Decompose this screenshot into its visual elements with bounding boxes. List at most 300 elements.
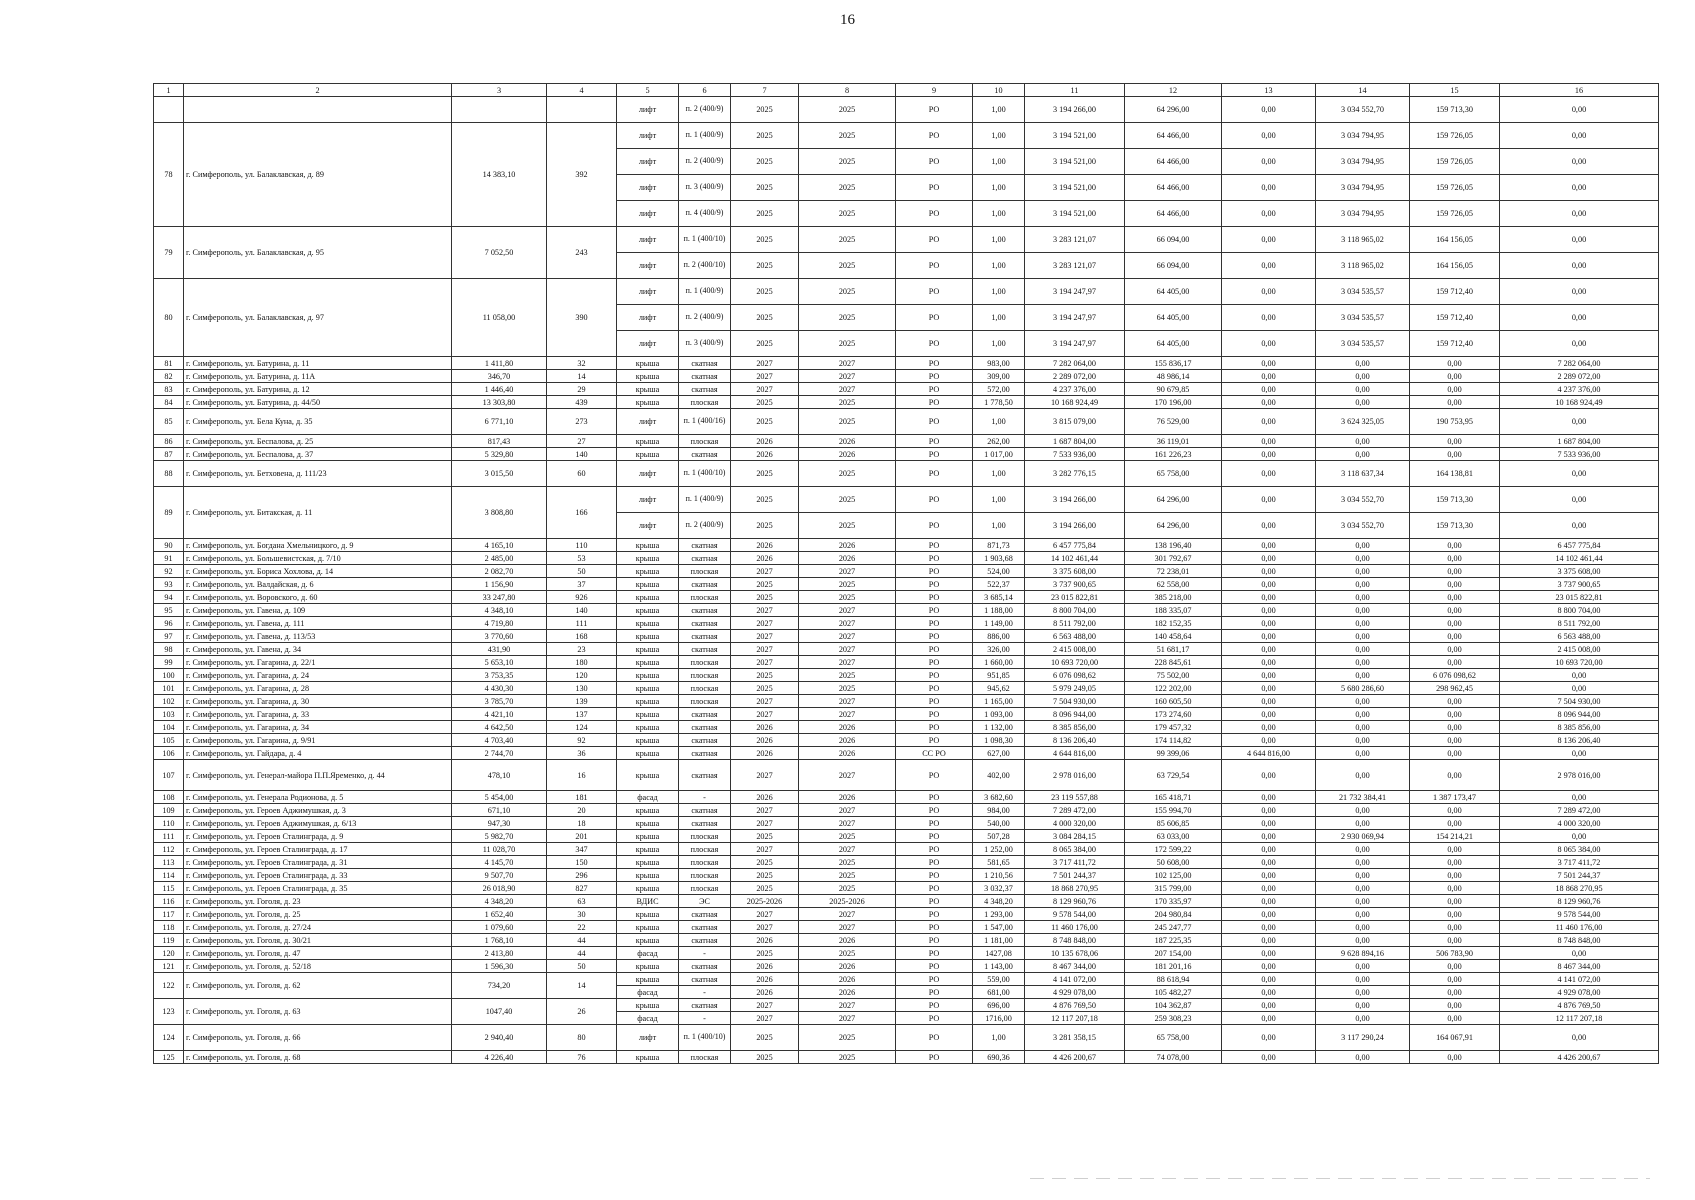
volume-cell: 1 293,00 <box>973 908 1025 921</box>
area-cell: 2 940,40 <box>452 1025 547 1051</box>
area-cell: 1 446,40 <box>452 383 547 396</box>
plan-end-cell: 2027 <box>799 999 896 1012</box>
total-cost-cell: 23 119 557,88 <box>1025 791 1125 804</box>
fund-b-cell: 3 034 794,95 <box>1316 175 1410 201</box>
method-cell: РО <box>896 1025 973 1051</box>
area-cell: 7 052,50 <box>452 227 547 279</box>
residents-cell: 120 <box>547 669 617 682</box>
plan-start-cell: 2025 <box>731 869 799 882</box>
table-row <box>154 721 1659 734</box>
address-cell: г. Симферополь, ул. Гоголя, д. 68 <box>184 1051 452 1064</box>
plan-end-cell: 2027 <box>799 565 896 578</box>
work-detail-cell: п. 2 (400/9) <box>679 305 731 331</box>
work-detail-cell: п. 1 (400/10) <box>679 461 731 487</box>
cost-per-unit-cell: 65 758,00 <box>1125 461 1222 487</box>
plan-end-cell: 2025 <box>799 149 896 175</box>
fund-c-cell: 0,00 <box>1410 643 1500 656</box>
work-detail-cell: п. 1 (400/10) <box>679 227 731 253</box>
fund-a-cell: 0,00 <box>1222 630 1316 643</box>
work-type-cell: крыша <box>617 760 679 791</box>
fund-a-cell: 0,00 <box>1222 409 1316 435</box>
fund-b-cell: 3 117 290,24 <box>1316 1025 1410 1051</box>
plan-start-cell: 2025 <box>731 279 799 305</box>
fund-a-cell: 0,00 <box>1222 643 1316 656</box>
fund-c-cell: 164 067,91 <box>1410 1025 1500 1051</box>
residents-cell: 18 <box>547 817 617 830</box>
work-detail-cell: скатная <box>679 999 731 1012</box>
plan-end-cell: 2025 <box>799 669 896 682</box>
method-cell: РО <box>896 565 973 578</box>
fund-d-cell: 3 737 900,65 <box>1500 578 1659 591</box>
residents-cell: 392 <box>547 123 617 227</box>
fund-d-cell: 8 096 944,00 <box>1500 708 1659 721</box>
residents-cell: 26 <box>547 999 617 1025</box>
work-detail-cell: п. 2 (400/9) <box>679 97 731 123</box>
cost-per-unit-cell: 76 529,00 <box>1125 409 1222 435</box>
total-cost-cell: 2 289 072,00 <box>1025 370 1125 383</box>
plan-end-cell: 2027 <box>799 921 896 934</box>
row-number-cell: 109 <box>154 804 184 817</box>
fund-b-cell: 0,00 <box>1316 960 1410 973</box>
cost-per-unit-cell: 63 729,54 <box>1125 760 1222 791</box>
address-cell: г. Симферополь, ул. Гоголя, д. 23 <box>184 895 452 908</box>
total-cost-cell: 8 129 960,76 <box>1025 895 1125 908</box>
area-cell: 4 430,30 <box>452 682 547 695</box>
total-cost-cell: 4 644 816,00 <box>1025 747 1125 760</box>
plan-end-cell: 2025 <box>799 331 896 357</box>
row-number-cell: 121 <box>154 960 184 973</box>
plan-end-cell: 2026 <box>799 934 896 947</box>
volume-cell: 1,00 <box>973 409 1025 435</box>
area-cell: 14 383,10 <box>452 123 547 227</box>
fund-a-cell: 0,00 <box>1222 869 1316 882</box>
residents-cell: 273 <box>547 409 617 435</box>
table-row <box>154 882 1659 895</box>
residents-cell: 50 <box>547 960 617 973</box>
work-detail-cell: скатная <box>679 578 731 591</box>
row-number-cell: 97 <box>154 630 184 643</box>
table-row <box>154 999 1659 1012</box>
table-row <box>154 804 1659 817</box>
fund-c-cell: 0,00 <box>1410 721 1500 734</box>
table-row <box>154 947 1659 960</box>
table-row <box>154 869 1659 882</box>
address-cell: г. Симферополь, ул. Битакская, д. 11 <box>184 487 452 539</box>
plan-start-cell: 2027 <box>731 817 799 830</box>
address-cell: г. Симферополь, ул. Батурина, д. 11А <box>184 370 452 383</box>
fund-c-cell: 6 076 098,62 <box>1410 669 1500 682</box>
work-type-cell: крыша <box>617 617 679 630</box>
fund-c-cell: 0,00 <box>1410 960 1500 973</box>
fund-d-cell: 2 415 008,00 <box>1500 643 1659 656</box>
cost-per-unit-cell: 99 399,06 <box>1125 747 1222 760</box>
work-type-cell: крыша <box>617 721 679 734</box>
fund-d-cell: 0,00 <box>1500 97 1659 123</box>
plan-end-cell: 2025 <box>799 856 896 869</box>
fund-d-cell: 0,00 <box>1500 830 1659 843</box>
work-type-cell: лифт <box>617 97 679 123</box>
cost-per-unit-cell: 66 094,00 <box>1125 253 1222 279</box>
work-type-cell: крыша <box>617 695 679 708</box>
total-cost-cell: 3 194 247,97 <box>1025 331 1125 357</box>
work-type-cell: крыша <box>617 747 679 760</box>
row-number-cell: 111 <box>154 830 184 843</box>
fund-a-cell: 0,00 <box>1222 960 1316 973</box>
work-detail-cell: плоская <box>679 565 731 578</box>
work-detail-cell: скатная <box>679 804 731 817</box>
plan-end-cell: 2025 <box>799 253 896 279</box>
plan-end-cell: 2026 <box>799 552 896 565</box>
residents-cell: 827 <box>547 882 617 895</box>
row-number-cell: 94 <box>154 591 184 604</box>
work-type-cell: крыша <box>617 1051 679 1064</box>
row-number-cell: 120 <box>154 947 184 960</box>
total-cost-cell: 8 065 384,00 <box>1025 843 1125 856</box>
method-cell: РО <box>896 760 973 791</box>
work-type-cell: крыша <box>617 565 679 578</box>
cost-per-unit-cell: 88 618,94 <box>1125 973 1222 986</box>
area-cell: 3 808,80 <box>452 487 547 539</box>
row-number-cell: 110 <box>154 817 184 830</box>
residents-cell: 439 <box>547 396 617 409</box>
fund-b-cell: 0,00 <box>1316 843 1410 856</box>
fund-c-cell: 0,00 <box>1410 448 1500 461</box>
row-number-cell: 123 <box>154 999 184 1025</box>
fund-a-cell: 0,00 <box>1222 921 1316 934</box>
method-cell: РО <box>896 708 973 721</box>
cost-per-unit-cell: 64 405,00 <box>1125 305 1222 331</box>
fund-c-cell: 0,00 <box>1410 986 1500 999</box>
fund-b-cell: 0,00 <box>1316 882 1410 895</box>
total-cost-cell: 6 563 488,00 <box>1025 630 1125 643</box>
fund-b-cell: 0,00 <box>1316 1012 1410 1025</box>
residents-cell: 29 <box>547 383 617 396</box>
work-type-cell: крыша <box>617 856 679 869</box>
fund-a-cell: 0,00 <box>1222 695 1316 708</box>
volume-cell: 3 685,14 <box>973 591 1025 604</box>
method-cell: РО <box>896 643 973 656</box>
method-cell: РО <box>896 305 973 331</box>
fund-b-cell: 2 930 069,94 <box>1316 830 1410 843</box>
volume-cell: 1 660,00 <box>973 656 1025 669</box>
method-cell: РО <box>896 908 973 921</box>
table-row <box>154 682 1659 695</box>
row-number-cell <box>154 97 184 123</box>
residents-cell: 150 <box>547 856 617 869</box>
fund-a-cell: 0,00 <box>1222 708 1316 721</box>
row-number-cell: 115 <box>154 882 184 895</box>
row-number-cell: 104 <box>154 721 184 734</box>
method-cell: РО <box>896 435 973 448</box>
fund-b-cell: 0,00 <box>1316 760 1410 791</box>
row-number-cell: 125 <box>154 1051 184 1064</box>
plan-end-cell: 2025 <box>799 201 896 227</box>
fund-a-cell: 0,00 <box>1222 856 1316 869</box>
method-cell: РО <box>896 227 973 253</box>
volume-cell: 983,00 <box>973 357 1025 370</box>
fund-b-cell: 3 118 965,02 <box>1316 227 1410 253</box>
row-number-cell: 105 <box>154 734 184 747</box>
cost-per-unit-cell: 385 218,00 <box>1125 591 1222 604</box>
work-detail-cell: скатная <box>679 721 731 734</box>
work-detail-cell: скатная <box>679 921 731 934</box>
plan-start-cell: 2027 <box>731 804 799 817</box>
fund-d-cell: 4 876 769,50 <box>1500 999 1659 1012</box>
work-type-cell: крыша <box>617 830 679 843</box>
volume-cell: 1 149,00 <box>973 617 1025 630</box>
fund-b-cell: 0,00 <box>1316 921 1410 934</box>
plan-start-cell: 2027 <box>731 370 799 383</box>
fund-d-cell: 0,00 <box>1500 682 1659 695</box>
fund-b-cell: 3 034 535,57 <box>1316 305 1410 331</box>
volume-cell: 572,00 <box>973 383 1025 396</box>
plan-end-cell: 2026 <box>799 734 896 747</box>
area-cell: 11 058,00 <box>452 279 547 357</box>
address-cell: г. Симферополь, ул. Гагарина, д. 22/1 <box>184 656 452 669</box>
table-row <box>154 760 1659 791</box>
work-detail-cell: п. 3 (400/9) <box>679 175 731 201</box>
fund-c-cell: 0,00 <box>1410 630 1500 643</box>
fund-b-cell: 0,00 <box>1316 695 1410 708</box>
cost-per-unit-cell: 155 836,17 <box>1125 357 1222 370</box>
total-cost-cell: 3 281 358,15 <box>1025 1025 1125 1051</box>
fund-d-cell: 0,00 <box>1500 175 1659 201</box>
row-number-cell: 83 <box>154 383 184 396</box>
area-cell: 4 421,10 <box>452 708 547 721</box>
residents-cell: 22 <box>547 921 617 934</box>
method-cell: РО <box>896 791 973 804</box>
volume-cell: 871,73 <box>973 539 1025 552</box>
volume-cell: 1,00 <box>973 149 1025 175</box>
work-detail-cell: скатная <box>679 734 731 747</box>
fund-c-cell: 298 962,45 <box>1410 682 1500 695</box>
plan-start-cell: 2025 <box>731 201 799 227</box>
cost-per-unit-cell: 160 605,50 <box>1125 695 1222 708</box>
volume-cell: 1 181,00 <box>973 934 1025 947</box>
plan-start-cell: 2026 <box>731 552 799 565</box>
row-number-cell: 118 <box>154 921 184 934</box>
fund-d-cell: 3 717 411,72 <box>1500 856 1659 869</box>
volume-cell: 262,00 <box>973 435 1025 448</box>
fund-b-cell: 0,00 <box>1316 669 1410 682</box>
fund-a-cell: 0,00 <box>1222 791 1316 804</box>
area-cell: 6 771,10 <box>452 409 547 435</box>
fund-d-cell: 7 504 930,00 <box>1500 695 1659 708</box>
work-detail-cell: плоская <box>679 669 731 682</box>
address-cell: г. Симферополь, ул. Героев Сталинграда, д. 17 <box>184 843 452 856</box>
residents-cell: 180 <box>547 656 617 669</box>
document-sheet <box>153 83 1658 1064</box>
cost-per-unit-cell: 64 466,00 <box>1125 149 1222 175</box>
area-cell: 5 454,00 <box>452 791 547 804</box>
table-row <box>154 973 1659 986</box>
residents-cell: 14 <box>547 973 617 999</box>
work-detail-cell: скатная <box>679 539 731 552</box>
residents-cell: 30 <box>547 908 617 921</box>
total-cost-cell: 3 194 266,00 <box>1025 513 1125 539</box>
plan-start-cell: 2026 <box>731 973 799 986</box>
total-cost-cell: 3 194 521,00 <box>1025 123 1125 149</box>
fund-b-cell: 0,00 <box>1316 908 1410 921</box>
work-type-cell: лифт <box>617 201 679 227</box>
fund-d-cell: 0,00 <box>1500 123 1659 149</box>
address-cell: г. Симферополь, ул. Гагарина, д. 33 <box>184 708 452 721</box>
table-row <box>154 604 1659 617</box>
plan-start-cell: 2027 <box>731 565 799 578</box>
total-cost-cell: 3 194 266,00 <box>1025 487 1125 513</box>
work-type-cell: крыша <box>617 357 679 370</box>
total-cost-cell: 3 737 900,65 <box>1025 578 1125 591</box>
work-type-cell: лифт <box>617 175 679 201</box>
row-number-cell: 91 <box>154 552 184 565</box>
fund-d-cell: 2 978 016,00 <box>1500 760 1659 791</box>
address-cell: г. Симферополь, ул. Батурина, д. 44/50 <box>184 396 452 409</box>
plan-start-cell: 2027 <box>731 643 799 656</box>
total-cost-cell: 9 578 544,00 <box>1025 908 1125 921</box>
work-detail-cell: - <box>679 791 731 804</box>
row-number-cell: 124 <box>154 1025 184 1051</box>
method-cell: РО <box>896 830 973 843</box>
fund-d-cell: 0,00 <box>1500 201 1659 227</box>
work-detail-cell: п. 1 (400/9) <box>679 279 731 305</box>
cost-per-unit-cell: 74 078,00 <box>1125 1051 1222 1064</box>
address-cell: г. Симферополь, ул. Генерал-майора П.П.Яременко, д. 44 <box>184 760 452 791</box>
fund-d-cell: 9 578 544,00 <box>1500 908 1659 921</box>
method-cell: РО <box>896 734 973 747</box>
work-type-cell: крыша <box>617 921 679 934</box>
method-cell: РО <box>896 149 973 175</box>
residents-cell: 50 <box>547 565 617 578</box>
cost-per-unit-cell: 228 845,61 <box>1125 656 1222 669</box>
method-cell: РО <box>896 578 973 591</box>
plan-end-cell: 2026 <box>799 960 896 973</box>
table-row <box>154 830 1659 843</box>
work-detail-cell: плоская <box>679 830 731 843</box>
plan-start-cell: 2027 <box>731 921 799 934</box>
work-type-cell: лифт <box>617 227 679 253</box>
fund-a-cell: 0,00 <box>1222 513 1316 539</box>
address-cell: г. Симферополь, ул. Гавена, д. 109 <box>184 604 452 617</box>
fund-a-cell: 0,00 <box>1222 908 1316 921</box>
fund-a-cell: 0,00 <box>1222 682 1316 695</box>
fund-c-cell: 0,00 <box>1410 856 1500 869</box>
fund-b-cell: 0,00 <box>1316 804 1410 817</box>
plan-end-cell: 2025 <box>799 578 896 591</box>
fund-d-cell: 8 467 344,00 <box>1500 960 1659 973</box>
cost-per-unit-cell: 48 986,14 <box>1125 370 1222 383</box>
repair-schedule-table <box>153 83 1659 1064</box>
fund-a-cell: 0,00 <box>1222 895 1316 908</box>
fund-b-cell: 0,00 <box>1316 656 1410 669</box>
plan-end-cell: 2027 <box>799 708 896 721</box>
work-detail-cell: скатная <box>679 747 731 760</box>
fund-a-cell: 0,00 <box>1222 947 1316 960</box>
work-type-cell: лифт <box>617 1025 679 1051</box>
cost-per-unit-cell: 204 980,84 <box>1125 908 1222 921</box>
fund-d-cell: 0,00 <box>1500 947 1659 960</box>
fund-a-cell: 0,00 <box>1222 999 1316 1012</box>
area-cell: 346,70 <box>452 370 547 383</box>
address-cell: г. Симферополь, ул. Гагарина, д. 28 <box>184 682 452 695</box>
cost-per-unit-cell: 207 154,00 <box>1125 947 1222 960</box>
table-row <box>154 539 1659 552</box>
volume-cell: 1,00 <box>973 487 1025 513</box>
row-number-cell: 103 <box>154 708 184 721</box>
plan-end-cell: 2025 <box>799 1051 896 1064</box>
total-cost-cell: 3 194 266,00 <box>1025 97 1125 123</box>
column-number-cell: 15 <box>1410 84 1500 97</box>
fund-a-cell: 0,00 <box>1222 357 1316 370</box>
plan-start-cell: 2025 <box>731 175 799 201</box>
table-row <box>154 97 1659 123</box>
plan-end-cell: 2025 <box>799 227 896 253</box>
work-type-cell: крыша <box>617 448 679 461</box>
method-cell: РО <box>896 721 973 734</box>
row-number-cell: 79 <box>154 227 184 279</box>
plan-start-cell: 2027 <box>731 357 799 370</box>
fund-a-cell: 0,00 <box>1222 565 1316 578</box>
area-cell: 1 768,10 <box>452 934 547 947</box>
fund-d-cell: 7 282 064,00 <box>1500 357 1659 370</box>
method-cell: РО <box>896 947 973 960</box>
total-cost-cell: 7 504 930,00 <box>1025 695 1125 708</box>
plan-end-cell: 2025 <box>799 487 896 513</box>
fund-d-cell: 10 168 924,49 <box>1500 396 1659 409</box>
total-cost-cell: 8 467 344,00 <box>1025 960 1125 973</box>
fund-a-cell: 4 644 816,00 <box>1222 747 1316 760</box>
method-cell: РО <box>896 97 973 123</box>
fund-b-cell: 3 034 794,95 <box>1316 149 1410 175</box>
fund-a-cell: 0,00 <box>1222 97 1316 123</box>
fund-b-cell: 0,00 <box>1316 986 1410 999</box>
area-cell: 26 018,90 <box>452 882 547 895</box>
table-row <box>154 747 1659 760</box>
fund-c-cell: 159 726,05 <box>1410 175 1500 201</box>
address-cell: г. Симферополь, ул. Балаклавская, д. 89 <box>184 123 452 227</box>
volume-cell: 1 210,56 <box>973 869 1025 882</box>
cost-per-unit-cell: 259 308,23 <box>1125 1012 1222 1025</box>
table-row <box>154 656 1659 669</box>
total-cost-cell: 7 282 064,00 <box>1025 357 1125 370</box>
plan-start-cell: 2025 <box>731 669 799 682</box>
plan-end-cell: 2025 <box>799 175 896 201</box>
fund-a-cell: 0,00 <box>1222 760 1316 791</box>
work-detail-cell: плоская <box>679 856 731 869</box>
table-row <box>154 123 1659 149</box>
row-number-cell: 89 <box>154 487 184 539</box>
volume-cell: 4 348,20 <box>973 895 1025 908</box>
work-type-cell: крыша <box>617 843 679 856</box>
residents-cell: 140 <box>547 448 617 461</box>
address-cell: г. Симферополь, ул. Богдана Хмельницкого, д. 9 <box>184 539 452 552</box>
fund-a-cell: 0,00 <box>1222 123 1316 149</box>
work-type-cell: крыша <box>617 908 679 921</box>
work-type-cell: крыша <box>617 669 679 682</box>
residents-cell: 63 <box>547 895 617 908</box>
area-cell: 5 982,70 <box>452 830 547 843</box>
plan-start-cell: 2025 <box>731 97 799 123</box>
residents-cell: 130 <box>547 682 617 695</box>
address-cell: г. Симферополь, ул. Героев Сталинграда, д. 31 <box>184 856 452 869</box>
volume-cell: 1,00 <box>973 253 1025 279</box>
plan-end-cell: 2027 <box>799 617 896 630</box>
work-type-cell: лифт <box>617 305 679 331</box>
total-cost-cell: 5 979 249,05 <box>1025 682 1125 695</box>
cost-per-unit-cell: 36 119,01 <box>1125 435 1222 448</box>
table-row <box>154 908 1659 921</box>
table-row <box>154 643 1659 656</box>
volume-cell: 984,00 <box>973 804 1025 817</box>
